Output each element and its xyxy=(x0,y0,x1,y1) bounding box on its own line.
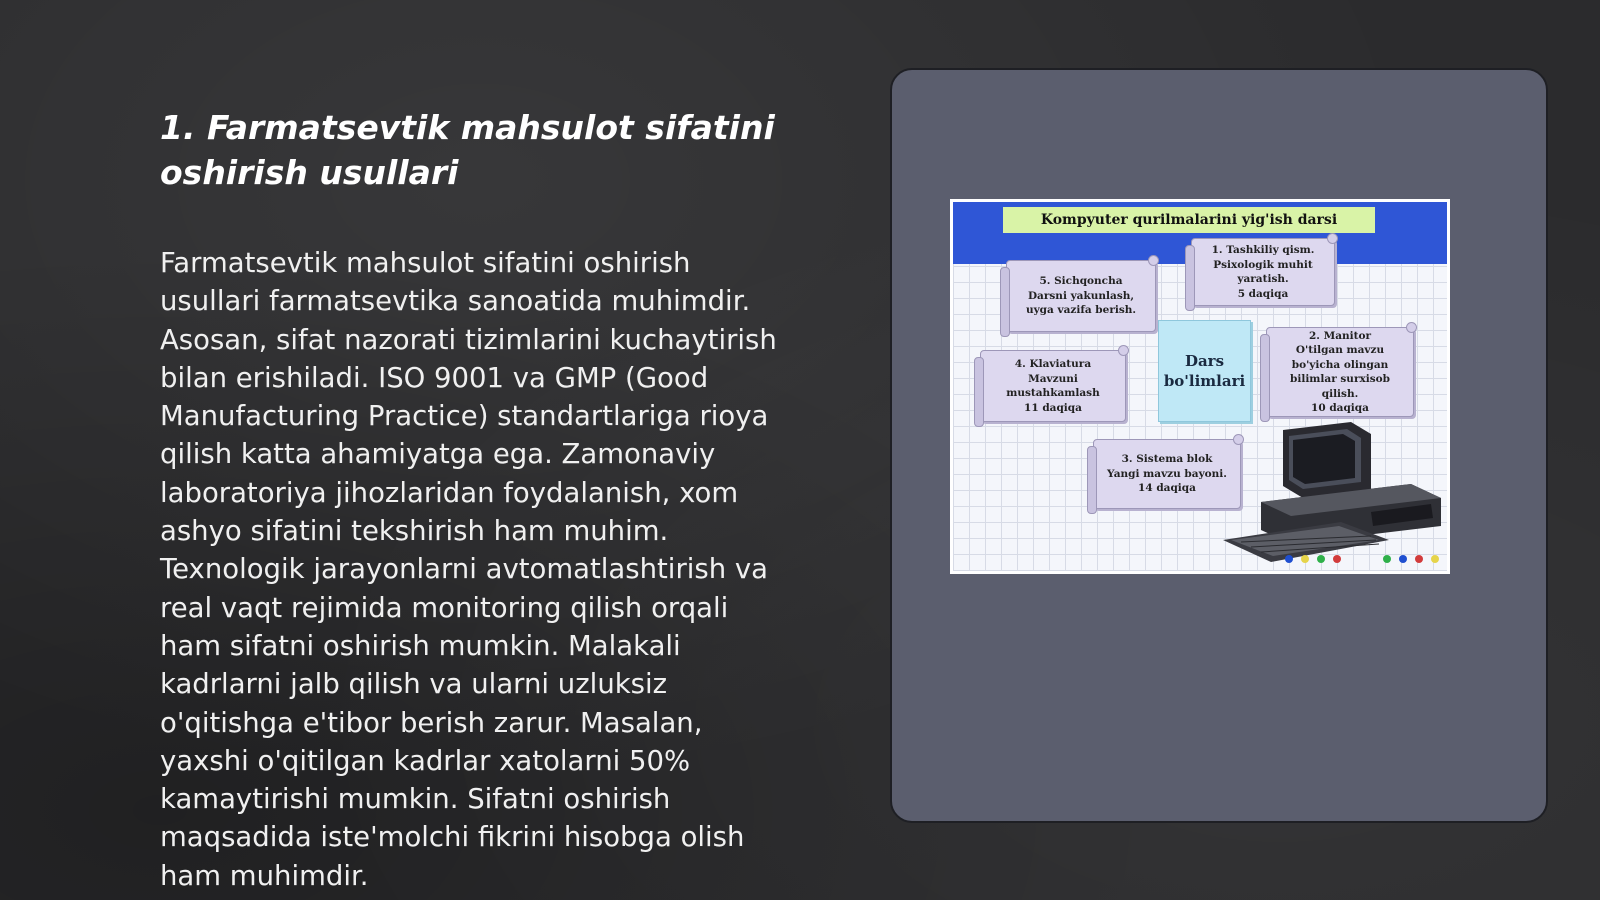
scroll-text: 3. Sistema blok xyxy=(1121,453,1213,466)
center-text: bo'limlari xyxy=(1163,372,1246,390)
paragraph-line: laboratoriya jihozlaridan foydalanish, xom xyxy=(160,476,739,509)
scroll-text: 5. Sichqoncha xyxy=(1039,275,1123,288)
paragraph-line: kamaytirishi mumkin. Sifatni oshirish xyxy=(160,783,671,816)
scroll-text: O'tilgan mavzu xyxy=(1295,344,1385,356)
scroll-text: yaratish. xyxy=(1237,273,1289,285)
scroll-text: uyga vazifa berish. xyxy=(1025,304,1137,317)
paragraph-line: Manufacturing Practice) standartlariga rioya xyxy=(160,400,769,433)
diagram-title: Kompyuter qurilmalarini yig'ish darsi xyxy=(1003,207,1375,233)
slide-title xyxy=(160,105,840,195)
center-text: Dars xyxy=(1184,352,1225,370)
scroll-text: 10 daqiqa xyxy=(1311,402,1369,414)
scroll-text: Darsni yakunlash, xyxy=(1027,289,1135,302)
slide-paragraph xyxy=(160,244,840,895)
paragraph-line: qilish katta ahamiyatga ega. Zamonaviy xyxy=(160,438,716,471)
scroll-text: Yangi mavzu bayoni. xyxy=(1107,467,1227,480)
scroll-text: Mavzuni xyxy=(1028,372,1078,385)
grid-background xyxy=(953,202,1447,571)
scroll-text: 14 daqiqa xyxy=(1138,482,1196,495)
scroll-box-1 xyxy=(1191,238,1335,306)
paragraph-line: o'qitishga e'tibor berish zarur. Masalan, xyxy=(160,706,703,739)
slide-title-line: 1. Farmatsevtik mahsulot sifatini xyxy=(160,108,775,147)
paragraph-line: yaxshi o'qitilgan kadrlar xatolarni 50% xyxy=(160,744,691,777)
lesson-diagram-image xyxy=(950,199,1450,574)
paragraph-line: Texnologik jarayonlarni avtomatlashtirish va xyxy=(160,553,769,586)
scroll-box-4 xyxy=(980,350,1126,422)
scroll-text: bo'yicha olingan xyxy=(1291,358,1389,371)
scroll-box-2 xyxy=(1266,327,1414,417)
scroll-text: 11 daqiqa xyxy=(1024,401,1082,414)
scroll-text: qilish. xyxy=(1321,387,1359,400)
paragraph-line: ham muhimdir. xyxy=(160,859,369,892)
paragraph-line: ham sifatni oshirish mumkin. Malakali xyxy=(160,629,681,662)
scroll-box-5 xyxy=(1006,260,1156,332)
scroll-box-3 xyxy=(1093,439,1241,509)
paragraph-line: Farmatsevtik mahsulot sifatini oshirish xyxy=(160,247,691,279)
center-box xyxy=(1158,320,1251,422)
scroll-text: Psixologik muhit xyxy=(1213,258,1313,271)
paragraph-line: ashyo sifatini tekshirish ham muhim. xyxy=(160,515,669,548)
scroll-text: bilimlar surxisob xyxy=(1290,373,1390,385)
scroll-text: 5 daqiqa xyxy=(1237,287,1289,300)
paragraph-line: bilan erishiladi. ISO 9001 va GMP (Good xyxy=(160,361,709,394)
scroll-text: 1. Tashkiliy qism. xyxy=(1211,244,1315,256)
scroll-text: 4. Klaviatura xyxy=(1014,358,1092,370)
paragraph-line: real vaqt rejimida monitoring qilish orqali xyxy=(160,591,729,624)
slide-title-line: oshirish usullari xyxy=(160,153,459,192)
paragraph-line: kadrlarni jalb qilish va ularni uzluksiz xyxy=(160,668,668,701)
computer-icon xyxy=(1221,422,1447,567)
paragraph-line: Asosan, sifat nazorati tizimlarini kuchaytirish xyxy=(160,323,777,356)
paragraph-line: usullari farmatsevtika sanoatida muhimdir. xyxy=(160,285,751,318)
decorative-dots-icon xyxy=(1283,552,1443,566)
paragraph-line: maqsadida iste'molchi fikrini hisobga olish xyxy=(160,821,745,854)
scroll-text: 2. Manitor xyxy=(1308,329,1372,342)
scroll-text: mustahkamlash xyxy=(1006,387,1100,399)
